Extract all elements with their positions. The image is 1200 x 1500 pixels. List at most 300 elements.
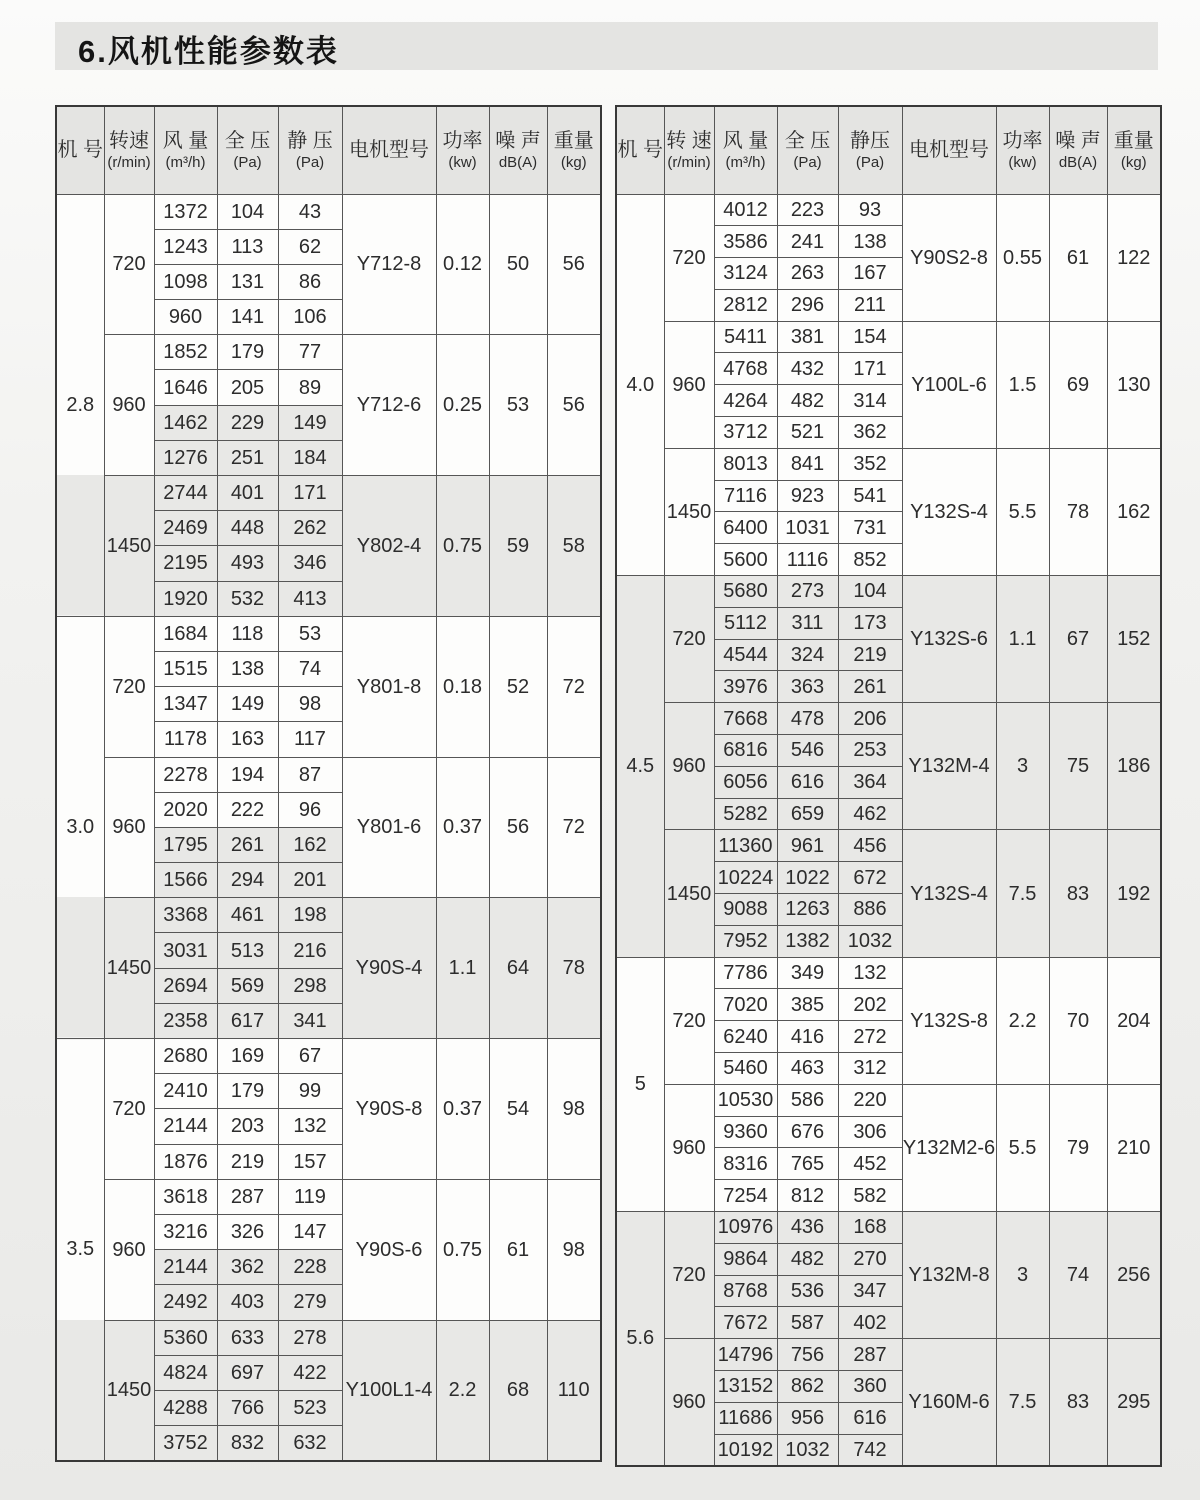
flow-cell: 9864 bbox=[714, 1243, 777, 1275]
flow-cell: 8013 bbox=[714, 448, 777, 480]
power-cell: 0.55 bbox=[996, 194, 1049, 321]
total-pressure-cell: 401 bbox=[217, 476, 278, 511]
flow-cell: 2020 bbox=[154, 792, 217, 827]
power-cell: 1.1 bbox=[436, 898, 489, 1039]
static-pressure-cell: 202 bbox=[838, 989, 902, 1021]
motor-cell: Y802-4 bbox=[342, 476, 436, 617]
noise-cell: 64 bbox=[489, 898, 547, 1039]
total-pressure-cell: 448 bbox=[217, 511, 278, 546]
static-pressure-cell: 77 bbox=[278, 335, 342, 370]
static-pressure-cell: 211 bbox=[838, 289, 902, 321]
flow-cell: 5112 bbox=[714, 607, 777, 639]
total-pressure-cell: 324 bbox=[777, 639, 838, 671]
speed-cell: 960 bbox=[664, 1084, 714, 1211]
speed-cell: 960 bbox=[664, 321, 714, 448]
header-cell bbox=[1049, 106, 1107, 194]
table-row bbox=[616, 830, 1161, 862]
flow-cell: 4288 bbox=[154, 1390, 217, 1425]
header-unit: dB(A) bbox=[498, 153, 538, 171]
header-unit: dB(A) bbox=[1058, 153, 1098, 171]
weight-cell: 56 bbox=[547, 335, 601, 476]
total-pressure-cell: 1116 bbox=[777, 544, 838, 576]
motor-cell: Y132S-8 bbox=[902, 957, 996, 1084]
speed-cell: 960 bbox=[104, 757, 154, 898]
static-pressure-cell: 346 bbox=[278, 546, 342, 581]
weight-cell: 58 bbox=[547, 476, 601, 617]
fan-table-left bbox=[55, 105, 602, 1462]
weight-cell: 256 bbox=[1107, 1212, 1161, 1339]
speed-cell: 960 bbox=[664, 1339, 714, 1466]
static-pressure-cell: 171 bbox=[838, 353, 902, 385]
flow-cell: 1566 bbox=[154, 863, 217, 898]
weight-cell: 72 bbox=[547, 757, 601, 898]
total-pressure-cell: 118 bbox=[217, 616, 278, 651]
static-pressure-cell: 413 bbox=[278, 581, 342, 616]
flow-cell: 3976 bbox=[714, 671, 777, 703]
noise-cell: 83 bbox=[1049, 830, 1107, 957]
flow-cell: 2812 bbox=[714, 289, 777, 321]
noise-cell: 79 bbox=[1049, 1084, 1107, 1211]
static-pressure-cell: 98 bbox=[278, 687, 342, 722]
flow-cell: 6816 bbox=[714, 735, 777, 767]
static-pressure-cell: 278 bbox=[278, 1320, 342, 1355]
table-row bbox=[616, 1212, 1161, 1244]
header-cell bbox=[489, 106, 547, 194]
total-pressure-cell: 104 bbox=[217, 194, 278, 229]
noise-cell: 50 bbox=[489, 194, 547, 335]
noise-cell: 54 bbox=[489, 1039, 547, 1180]
motor-cell: Y90S-6 bbox=[342, 1179, 436, 1320]
static-pressure-cell: 1032 bbox=[838, 925, 902, 957]
flow-cell: 1515 bbox=[154, 651, 217, 686]
header-label: 全 压 bbox=[784, 129, 831, 152]
weight-cell: 56 bbox=[547, 194, 601, 335]
total-pressure-cell: 363 bbox=[777, 671, 838, 703]
model-cell: 5 bbox=[616, 957, 664, 1211]
flow-cell: 7952 bbox=[714, 925, 777, 957]
total-pressure-cell: 205 bbox=[217, 370, 278, 405]
total-pressure-cell: 163 bbox=[217, 722, 278, 757]
table-row bbox=[56, 1179, 601, 1214]
total-pressure-cell: 586 bbox=[777, 1084, 838, 1116]
flow-cell: 6400 bbox=[714, 512, 777, 544]
total-pressure-cell: 961 bbox=[777, 830, 838, 862]
static-pressure-cell: 360 bbox=[838, 1370, 902, 1402]
total-pressure-cell: 203 bbox=[217, 1109, 278, 1144]
static-pressure-cell: 104 bbox=[838, 576, 902, 608]
flow-cell: 4768 bbox=[714, 353, 777, 385]
flow-cell: 7020 bbox=[714, 989, 777, 1021]
header-row bbox=[56, 106, 601, 194]
total-pressure-cell: 263 bbox=[777, 258, 838, 290]
model-cell: 2.8 bbox=[56, 194, 104, 616]
power-cell: 2.2 bbox=[436, 1320, 489, 1461]
total-pressure-cell: 536 bbox=[777, 1275, 838, 1307]
flow-cell: 1462 bbox=[154, 405, 217, 440]
flow-cell: 11686 bbox=[714, 1402, 777, 1434]
total-pressure-cell: 862 bbox=[777, 1370, 838, 1402]
power-cell: 1.5 bbox=[996, 321, 1049, 448]
flow-cell: 2358 bbox=[154, 1003, 217, 1038]
header-cell bbox=[436, 106, 489, 194]
header-label: 噪 声 bbox=[1055, 129, 1101, 152]
static-pressure-cell: 89 bbox=[278, 370, 342, 405]
total-pressure-cell: 113 bbox=[217, 229, 278, 264]
total-pressure-cell: 294 bbox=[217, 863, 278, 898]
static-pressure-cell: 74 bbox=[278, 651, 342, 686]
static-pressure-cell: 167 bbox=[838, 258, 902, 290]
motor-cell: Y132M-8 bbox=[902, 1212, 996, 1339]
speed-cell: 720 bbox=[664, 194, 714, 321]
weight-cell: 72 bbox=[547, 616, 601, 757]
header-unit: (m³/h) bbox=[725, 153, 766, 171]
motor-cell: Y90S-8 bbox=[342, 1039, 436, 1180]
static-pressure-cell: 206 bbox=[838, 703, 902, 735]
flow-cell: 10530 bbox=[714, 1084, 777, 1116]
total-pressure-cell: 141 bbox=[217, 300, 278, 335]
header-unit: (kg) bbox=[1120, 153, 1147, 171]
flow-cell: 1684 bbox=[154, 616, 217, 651]
total-pressure-cell: 756 bbox=[777, 1339, 838, 1371]
table-row bbox=[56, 1039, 601, 1074]
flow-cell: 9360 bbox=[714, 1116, 777, 1148]
flow-cell: 2195 bbox=[154, 546, 217, 581]
model-cell: 4.0 bbox=[616, 194, 664, 576]
speed-cell: 1450 bbox=[664, 448, 714, 575]
total-pressure-cell: 676 bbox=[777, 1116, 838, 1148]
speed-cell: 720 bbox=[104, 616, 154, 757]
static-pressure-cell: 261 bbox=[838, 671, 902, 703]
total-pressure-cell: 493 bbox=[217, 546, 278, 581]
table-row bbox=[616, 957, 1161, 989]
total-pressure-cell: 832 bbox=[217, 1426, 278, 1461]
weight-cell: 204 bbox=[1107, 957, 1161, 1084]
header-cell bbox=[342, 106, 436, 194]
static-pressure-cell: 220 bbox=[838, 1084, 902, 1116]
table-row bbox=[56, 757, 601, 792]
header-label: 重量 bbox=[553, 129, 594, 152]
flow-cell: 7672 bbox=[714, 1307, 777, 1339]
header-cell bbox=[217, 106, 278, 194]
static-pressure-cell: 731 bbox=[838, 512, 902, 544]
power-cell: 3 bbox=[996, 1212, 1049, 1339]
static-pressure-cell: 462 bbox=[838, 798, 902, 830]
flow-cell: 5360 bbox=[154, 1320, 217, 1355]
total-pressure-cell: 812 bbox=[777, 1180, 838, 1212]
total-pressure-cell: 349 bbox=[777, 957, 838, 989]
motor-cell: Y100L1-4 bbox=[342, 1320, 436, 1461]
weight-cell: 130 bbox=[1107, 321, 1161, 448]
header-label: 转 速 bbox=[666, 129, 712, 152]
speed-cell: 1450 bbox=[104, 476, 154, 617]
flow-cell: 2744 bbox=[154, 476, 217, 511]
power-cell: 7.5 bbox=[996, 1339, 1049, 1466]
total-pressure-cell: 261 bbox=[217, 827, 278, 862]
table-row bbox=[616, 703, 1161, 735]
static-pressure-cell: 149 bbox=[278, 405, 342, 440]
weight-cell: 98 bbox=[547, 1179, 601, 1320]
flow-cell: 1098 bbox=[154, 264, 217, 299]
total-pressure-cell: 532 bbox=[217, 581, 278, 616]
noise-cell: 78 bbox=[1049, 448, 1107, 575]
motor-cell: Y160M-6 bbox=[902, 1339, 996, 1466]
weight-cell: 98 bbox=[547, 1039, 601, 1180]
weight-cell: 210 bbox=[1107, 1084, 1161, 1211]
model-cell: 4.5 bbox=[616, 576, 664, 958]
header-cell bbox=[838, 106, 902, 194]
motor-cell: Y712-8 bbox=[342, 194, 436, 335]
header-cell bbox=[154, 106, 217, 194]
speed-cell: 1450 bbox=[104, 898, 154, 1039]
header-label: 机 号 bbox=[57, 139, 104, 162]
total-pressure-cell: 311 bbox=[777, 607, 838, 639]
noise-cell: 70 bbox=[1049, 957, 1107, 1084]
power-cell: 0.75 bbox=[436, 1179, 489, 1320]
flow-cell: 11360 bbox=[714, 830, 777, 862]
static-pressure-cell: 198 bbox=[278, 898, 342, 933]
weight-cell: 78 bbox=[547, 898, 601, 1039]
header-cell bbox=[278, 106, 342, 194]
total-pressure-cell: 219 bbox=[217, 1144, 278, 1179]
total-pressure-cell: 841 bbox=[777, 448, 838, 480]
flow-cell: 1646 bbox=[154, 370, 217, 405]
flow-cell: 2694 bbox=[154, 968, 217, 1003]
power-cell: 2.2 bbox=[996, 957, 1049, 1084]
table-row bbox=[56, 194, 601, 229]
header-cell bbox=[996, 106, 1049, 194]
header-unit: (Pa) bbox=[233, 153, 262, 171]
total-pressure-cell: 362 bbox=[217, 1250, 278, 1285]
static-pressure-cell: 742 bbox=[838, 1434, 902, 1466]
static-pressure-cell: 184 bbox=[278, 440, 342, 475]
total-pressure-cell: 1022 bbox=[777, 862, 838, 894]
noise-cell: 61 bbox=[489, 1179, 547, 1320]
header-label: 转速 bbox=[109, 129, 149, 152]
static-pressure-cell: 168 bbox=[838, 1212, 902, 1244]
static-pressure-cell: 67 bbox=[278, 1039, 342, 1074]
total-pressure-cell: 956 bbox=[777, 1402, 838, 1434]
header-label: 静 压 bbox=[287, 129, 333, 152]
total-pressure-cell: 546 bbox=[777, 735, 838, 767]
static-pressure-cell: 352 bbox=[838, 448, 902, 480]
noise-cell: 74 bbox=[1049, 1212, 1107, 1339]
flow-cell: 3586 bbox=[714, 226, 777, 258]
model-cell: 5.6 bbox=[616, 1212, 664, 1466]
header-unit: (r/min) bbox=[667, 153, 711, 171]
flow-cell: 6056 bbox=[714, 766, 777, 798]
static-pressure-cell: 262 bbox=[278, 511, 342, 546]
header-label: 风 量 bbox=[722, 129, 769, 152]
static-pressure-cell: 93 bbox=[838, 194, 902, 226]
motor-cell: Y100L-6 bbox=[902, 321, 996, 448]
total-pressure-cell: 194 bbox=[217, 757, 278, 792]
page-title: 6.风机性能参数表 bbox=[78, 34, 339, 69]
tables-container bbox=[55, 105, 1162, 1467]
motor-cell: Y90S-4 bbox=[342, 898, 436, 1039]
total-pressure-cell: 521 bbox=[777, 417, 838, 449]
noise-cell: 59 bbox=[489, 476, 547, 617]
total-pressure-cell: 403 bbox=[217, 1285, 278, 1320]
total-pressure-cell: 241 bbox=[777, 226, 838, 258]
speed-cell: 960 bbox=[104, 335, 154, 476]
static-pressure-cell: 270 bbox=[838, 1243, 902, 1275]
header-unit: (kg) bbox=[560, 153, 587, 171]
power-cell: 0.37 bbox=[436, 757, 489, 898]
model-cell: 3.0 bbox=[56, 616, 104, 1038]
header-label: 功率 bbox=[1002, 129, 1043, 152]
static-pressure-cell: 362 bbox=[838, 417, 902, 449]
static-pressure-cell: 154 bbox=[838, 321, 902, 353]
flow-cell: 2410 bbox=[154, 1074, 217, 1109]
table-row bbox=[56, 335, 601, 370]
flow-cell: 5282 bbox=[714, 798, 777, 830]
total-pressure-cell: 222 bbox=[217, 792, 278, 827]
power-cell: 0.12 bbox=[436, 194, 489, 335]
static-pressure-cell: 364 bbox=[838, 766, 902, 798]
flow-cell: 3031 bbox=[154, 933, 217, 968]
table-row bbox=[616, 1084, 1161, 1116]
table-row bbox=[616, 576, 1161, 608]
table-row bbox=[616, 321, 1161, 353]
static-pressure-cell: 86 bbox=[278, 264, 342, 299]
header-cell bbox=[547, 106, 601, 194]
total-pressure-cell: 478 bbox=[777, 703, 838, 735]
power-cell: 0.18 bbox=[436, 616, 489, 757]
static-pressure-cell: 314 bbox=[838, 385, 902, 417]
flow-cell: 6240 bbox=[714, 1021, 777, 1053]
flow-cell: 7668 bbox=[714, 703, 777, 735]
header-row bbox=[616, 106, 1161, 194]
header-label: 静压 bbox=[850, 129, 890, 152]
static-pressure-cell: 147 bbox=[278, 1214, 342, 1249]
noise-cell: 68 bbox=[489, 1320, 547, 1461]
header-unit: (m³/h) bbox=[165, 153, 206, 171]
total-pressure-cell: 463 bbox=[777, 1053, 838, 1085]
static-pressure-cell: 87 bbox=[278, 757, 342, 792]
fan-table-right bbox=[615, 105, 1162, 1467]
flow-cell: 3712 bbox=[714, 417, 777, 449]
power-cell: 0.37 bbox=[436, 1039, 489, 1180]
table-row bbox=[56, 616, 601, 651]
flow-cell: 1920 bbox=[154, 581, 217, 616]
total-pressure-cell: 229 bbox=[217, 405, 278, 440]
flow-cell: 2680 bbox=[154, 1039, 217, 1074]
flow-cell: 1876 bbox=[154, 1144, 217, 1179]
header-unit: (Pa) bbox=[855, 153, 885, 171]
motor-cell: Y712-6 bbox=[342, 335, 436, 476]
header-label: 机 号 bbox=[617, 139, 664, 162]
noise-cell: 83 bbox=[1049, 1339, 1107, 1466]
weight-cell: 186 bbox=[1107, 703, 1161, 830]
speed-cell: 720 bbox=[104, 194, 154, 335]
static-pressure-cell: 157 bbox=[278, 1144, 342, 1179]
noise-cell: 75 bbox=[1049, 703, 1107, 830]
header-unit: (Pa) bbox=[793, 153, 822, 171]
flow-cell: 8768 bbox=[714, 1275, 777, 1307]
header-cell bbox=[56, 106, 104, 194]
total-pressure-cell: 381 bbox=[777, 321, 838, 353]
static-pressure-cell: 138 bbox=[838, 226, 902, 258]
total-pressure-cell: 461 bbox=[217, 898, 278, 933]
flow-cell: 3124 bbox=[714, 258, 777, 290]
static-pressure-cell: 298 bbox=[278, 968, 342, 1003]
total-pressure-cell: 179 bbox=[217, 335, 278, 370]
flow-cell: 4824 bbox=[154, 1355, 217, 1390]
total-pressure-cell: 1263 bbox=[777, 894, 838, 926]
flow-cell: 1795 bbox=[154, 827, 217, 862]
header-cell bbox=[664, 106, 714, 194]
weight-cell: 152 bbox=[1107, 576, 1161, 703]
static-pressure-cell: 119 bbox=[278, 1179, 342, 1214]
power-cell: 0.75 bbox=[436, 476, 489, 617]
flow-cell: 3618 bbox=[154, 1179, 217, 1214]
static-pressure-cell: 632 bbox=[278, 1426, 342, 1461]
table-row bbox=[56, 898, 601, 933]
flow-cell: 4012 bbox=[714, 194, 777, 226]
static-pressure-cell: 347 bbox=[838, 1275, 902, 1307]
noise-cell: 52 bbox=[489, 616, 547, 757]
static-pressure-cell: 523 bbox=[278, 1390, 342, 1425]
total-pressure-cell: 385 bbox=[777, 989, 838, 1021]
flow-cell: 5600 bbox=[714, 544, 777, 576]
model-cell: 3.5 bbox=[56, 1039, 104, 1461]
total-pressure-cell: 1382 bbox=[777, 925, 838, 957]
total-pressure-cell: 287 bbox=[217, 1179, 278, 1214]
static-pressure-cell: 173 bbox=[838, 607, 902, 639]
flow-cell: 3752 bbox=[154, 1426, 217, 1461]
header-label: 功率 bbox=[442, 129, 483, 152]
static-pressure-cell: 219 bbox=[838, 639, 902, 671]
noise-cell: 69 bbox=[1049, 321, 1107, 448]
weight-cell: 192 bbox=[1107, 830, 1161, 957]
static-pressure-cell: 852 bbox=[838, 544, 902, 576]
total-pressure-cell: 416 bbox=[777, 1021, 838, 1053]
weight-cell: 162 bbox=[1107, 448, 1161, 575]
table-row bbox=[56, 476, 601, 511]
table-row bbox=[616, 1339, 1161, 1371]
speed-cell: 720 bbox=[104, 1039, 154, 1180]
static-pressure-cell: 272 bbox=[838, 1021, 902, 1053]
noise-cell: 56 bbox=[489, 757, 547, 898]
flow-cell: 10224 bbox=[714, 862, 777, 894]
speed-cell: 1450 bbox=[664, 830, 714, 957]
flow-cell: 5460 bbox=[714, 1053, 777, 1085]
static-pressure-cell: 106 bbox=[278, 300, 342, 335]
static-pressure-cell: 616 bbox=[838, 1402, 902, 1434]
static-pressure-cell: 456 bbox=[838, 830, 902, 862]
header-label: 电机型号 bbox=[349, 139, 429, 162]
header-unit: (kw) bbox=[448, 153, 477, 171]
power-cell: 0.25 bbox=[436, 335, 489, 476]
motor-cell: Y132M-4 bbox=[902, 703, 996, 830]
total-pressure-cell: 923 bbox=[777, 480, 838, 512]
motor-cell: Y801-8 bbox=[342, 616, 436, 757]
header-cell bbox=[714, 106, 777, 194]
header-cell bbox=[104, 106, 154, 194]
header-cell bbox=[902, 106, 996, 194]
total-pressure-cell: 432 bbox=[777, 353, 838, 385]
static-pressure-cell: 132 bbox=[838, 957, 902, 989]
header-cell bbox=[777, 106, 838, 194]
flow-cell: 14796 bbox=[714, 1339, 777, 1371]
static-pressure-cell: 53 bbox=[278, 616, 342, 651]
power-cell: 3 bbox=[996, 703, 1049, 830]
flow-cell: 3368 bbox=[154, 898, 217, 933]
flow-cell: 4544 bbox=[714, 639, 777, 671]
noise-cell: 67 bbox=[1049, 576, 1107, 703]
motor-cell: Y132S-4 bbox=[902, 830, 996, 957]
table-row bbox=[616, 448, 1161, 480]
